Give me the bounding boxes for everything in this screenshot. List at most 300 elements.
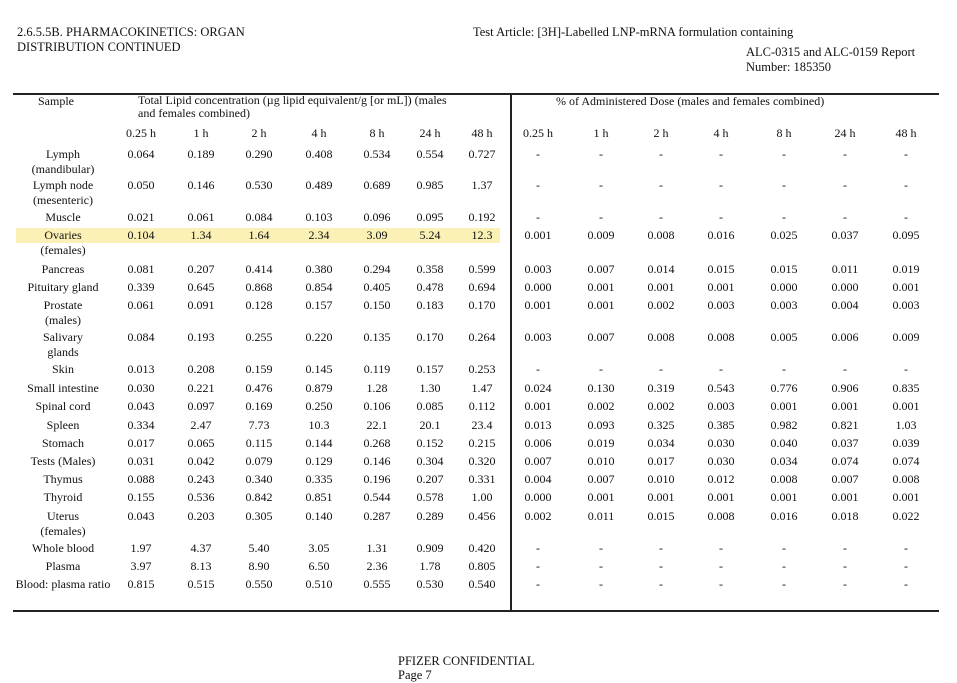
dose-value: 0.019 — [892, 262, 920, 276]
dose-value: 0.001 — [892, 490, 920, 504]
conc-value: 0.250 — [305, 399, 333, 413]
conc-value: 3.97 — [130, 559, 152, 573]
conc-timepoint-header: 24 h — [419, 126, 441, 140]
dose-value: - — [904, 210, 908, 224]
dose-value: 0.015 — [647, 509, 675, 523]
dose-value: 0.835 — [892, 381, 920, 395]
dose-value: 0.010 — [647, 472, 675, 486]
conc-value: 0.534 — [363, 147, 391, 161]
conc-timepoint-header: 1 h — [193, 126, 209, 140]
dose-value: - — [782, 577, 786, 591]
conc-value: 10.3 — [308, 418, 330, 432]
dose-value: 0.006 — [524, 436, 552, 450]
dose-value: - — [659, 210, 663, 224]
conc-value: 0.339 — [127, 280, 155, 294]
sample-name: Stomach — [42, 436, 84, 450]
conc-value: 0.091 — [187, 298, 215, 312]
dose-timepoint-header: 0.25 h — [523, 126, 553, 140]
conc-value: 0.253 — [468, 362, 496, 376]
dose-value: 1.03 — [895, 418, 917, 432]
sample-name: Thyroid — [43, 490, 83, 504]
dose-value: 0.002 — [587, 399, 615, 413]
conc-value: 0.159 — [245, 362, 273, 376]
conc-value: 0.879 — [305, 381, 333, 395]
conc-value: 1.28 — [366, 381, 388, 395]
conc-value: 3.05 — [308, 541, 330, 555]
dose-value: 0.039 — [892, 436, 920, 450]
dose-value: 0.982 — [770, 418, 798, 432]
conc-value: 0.694 — [468, 280, 496, 294]
conc-value: 0.489 — [305, 178, 333, 192]
conc-value: 5.24 — [419, 228, 441, 242]
conc-value: 0.106 — [363, 399, 391, 413]
conc-value: 0.128 — [245, 298, 273, 312]
dose-value: 0.030 — [707, 454, 735, 468]
conc-value: 1.97 — [130, 541, 152, 555]
dose-value: 0.001 — [831, 490, 859, 504]
dose-value: 0.005 — [770, 330, 798, 344]
conc-value: 0.097 — [187, 399, 215, 413]
conc-value: 0.043 — [127, 399, 155, 413]
dose-timepoint-header: 48 h — [895, 126, 917, 140]
dose-value: 0.001 — [587, 280, 615, 294]
column-group-divider — [510, 94, 512, 610]
dose-timepoint-header: 4 h — [713, 126, 729, 140]
dose-value: 0.008 — [707, 509, 735, 523]
dose-value: 0.325 — [647, 418, 675, 432]
dose-value: - — [659, 178, 663, 192]
dose-value: 0.007 — [587, 262, 615, 276]
dose-value: 0.001 — [892, 280, 920, 294]
conc-value: 0.064 — [127, 147, 155, 161]
dose-value: - — [599, 362, 603, 376]
dose-value: 0.007 — [587, 330, 615, 344]
dose-timepoint-header: 2 h — [653, 126, 669, 140]
dose-value: 0.001 — [524, 399, 552, 413]
dose-value: 0.000 — [831, 280, 859, 294]
dose-value: 0.003 — [524, 330, 552, 344]
dose-value: - — [659, 147, 663, 161]
dose-value: 0.003 — [892, 298, 920, 312]
sample-name: Prostate — [43, 298, 83, 312]
dose-value: 0.003 — [707, 399, 735, 413]
sample-name: Uterus — [47, 509, 79, 523]
dose-value: - — [719, 147, 723, 161]
dose-value: - — [599, 559, 603, 573]
conc-value: 0.043 — [127, 509, 155, 523]
dose-value: 0.024 — [524, 381, 552, 395]
conc-value: 0.021 — [127, 210, 155, 224]
conc-value: 0.084 — [245, 210, 273, 224]
dose-value: 0.003 — [770, 298, 798, 312]
conc-timepoint-header: 8 h — [369, 126, 385, 140]
dose-value: 0.001 — [587, 298, 615, 312]
dose-value: 0.013 — [524, 418, 552, 432]
conc-value: 0.155 — [127, 490, 155, 504]
conc-value: 0.320 — [468, 454, 496, 468]
conc-value: 0.150 — [363, 298, 391, 312]
dose-value: 0.093 — [587, 418, 615, 432]
sample-name: (mesenteric) — [33, 193, 93, 207]
conc-value: 0.478 — [416, 280, 444, 294]
table-bottom-rule — [13, 610, 939, 612]
conc-value: 0.145 — [305, 362, 333, 376]
conc-value: 0.414 — [245, 262, 273, 276]
dose-value: 0.018 — [831, 509, 859, 523]
sample-name: (mandibular) — [31, 162, 95, 176]
conc-value: 1.00 — [471, 490, 493, 504]
conc-value: 0.515 — [187, 577, 215, 591]
conc-value: 0.854 — [305, 280, 333, 294]
dose-value: 0.001 — [707, 280, 735, 294]
dose-value: 0.009 — [587, 228, 615, 242]
dose-value: 0.008 — [647, 228, 675, 242]
sample-name: Spinal cord — [35, 399, 91, 413]
dose-value: - — [536, 577, 540, 591]
dose-value: - — [843, 362, 847, 376]
dose-value: - — [843, 210, 847, 224]
conc-value: 0.079 — [245, 454, 273, 468]
sample-name: (females) — [40, 243, 86, 257]
dose-value: 0.004 — [524, 472, 552, 486]
conc-value: 0.689 — [363, 178, 391, 192]
conc-value: 2.34 — [308, 228, 330, 242]
dose-value: 0.008 — [770, 472, 798, 486]
conc-value: 2.36 — [366, 559, 388, 573]
conc-value: 0.129 — [305, 454, 333, 468]
conc-value: 0.599 — [468, 262, 496, 276]
dose-value: 0.016 — [770, 509, 798, 523]
dose-value: 0.000 — [524, 280, 552, 294]
conc-value: 0.152 — [416, 436, 444, 450]
conc-value: 7.73 — [248, 418, 270, 432]
section-heading-line1: 2.6.5.5B. PHARMACOKINETICS: ORGAN — [17, 25, 245, 39]
dose-value: - — [843, 178, 847, 192]
conc-value: 0.851 — [305, 490, 333, 504]
conc-value: 1.64 — [248, 228, 270, 242]
conc-timepoint-header: 48 h — [471, 126, 493, 140]
dose-value: 0.016 — [707, 228, 735, 242]
section-heading — [17, 25, 317, 55]
dose-value: 0.012 — [707, 472, 735, 486]
conc-value: 0.081 — [127, 262, 155, 276]
dose-value: 0.074 — [831, 454, 859, 468]
conc-timepoint-header: 2 h — [251, 126, 267, 140]
dose-value: 0.319 — [647, 381, 675, 395]
conc-value: 0.084 — [127, 330, 155, 344]
dose-value: - — [599, 178, 603, 192]
sample-name: Pituitary gland — [27, 280, 99, 294]
confidential-footer: PFIZER CONFIDENTIAL — [398, 654, 535, 668]
conc-timepoint-header: 0.25 h — [126, 126, 156, 140]
conc-value: 1.34 — [190, 228, 212, 242]
sample-name: Plasma — [45, 559, 81, 573]
conc-value: 0.144 — [305, 436, 333, 450]
dose-value: 0.022 — [892, 509, 920, 523]
conc-value: 5.40 — [248, 541, 270, 555]
conc-value: 3.09 — [366, 228, 388, 242]
dose-value: 0.019 — [587, 436, 615, 450]
conc-value: 23.4 — [471, 418, 493, 432]
dose-value: 0.037 — [831, 436, 859, 450]
conc-value: 0.050 — [127, 178, 155, 192]
conc-value: 8.90 — [248, 559, 270, 573]
dose-value: 0.002 — [647, 298, 675, 312]
conc-value: 0.294 — [363, 262, 391, 276]
conc-value: 1.37 — [471, 178, 493, 192]
conc-value: 0.264 — [468, 330, 496, 344]
conc-value: 0.331 — [468, 472, 496, 486]
dose-value: 0.010 — [587, 454, 615, 468]
conc-value: 0.030 — [127, 381, 155, 395]
conc-value: 0.061 — [127, 298, 155, 312]
conc-value: 0.243 — [187, 472, 215, 486]
dose-value: - — [782, 541, 786, 555]
conc-value: 0.189 — [187, 147, 215, 161]
dose-value: 0.001 — [892, 399, 920, 413]
conc-value: 0.842 — [245, 490, 273, 504]
conc-value: 0.530 — [416, 577, 444, 591]
conc-value: 0.335 — [305, 472, 333, 486]
conc-value: 0.017 — [127, 436, 155, 450]
conc-value: 0.358 — [416, 262, 444, 276]
conc-value: 0.645 — [187, 280, 215, 294]
dose-value: - — [782, 559, 786, 573]
dose-value: - — [782, 178, 786, 192]
dose-value: 0.008 — [647, 330, 675, 344]
dose-value: 0.003 — [707, 298, 735, 312]
report-number-line2: Number: 185350 — [746, 60, 832, 74]
section-heading-line2: DISTRIBUTION CONTINUED — [17, 40, 181, 54]
dose-timepoint-header: 8 h — [776, 126, 792, 140]
conc-value: 8.13 — [190, 559, 212, 573]
sample-name: Spleen — [46, 418, 80, 432]
dose-value: - — [536, 147, 540, 161]
dose-value: - — [536, 559, 540, 573]
conc-value: 0.169 — [245, 399, 273, 413]
concentration-group-header-line1: Total Lipid concentration (µg lipid equivalent/g [or mL]) (males — [138, 93, 447, 107]
page-number: Page 7 — [398, 668, 432, 682]
dose-value: 0.776 — [770, 381, 798, 395]
dose-value: - — [536, 210, 540, 224]
concentration-group-header — [138, 94, 447, 120]
conc-value: 0.334 — [127, 418, 155, 432]
conc-value: 0.061 — [187, 210, 215, 224]
conc-value: 0.193 — [187, 330, 215, 344]
conc-value: 0.550 — [245, 577, 273, 591]
dose-value: - — [536, 541, 540, 555]
conc-value: 0.268 — [363, 436, 391, 450]
conc-value: 0.146 — [363, 454, 391, 468]
dose-value: 0.001 — [707, 490, 735, 504]
conc-value: 0.420 — [468, 541, 496, 555]
dose-value: 0.000 — [524, 490, 552, 504]
conc-value: 0.304 — [416, 454, 444, 468]
dose-value: 0.034 — [647, 436, 675, 450]
dose-value: 0.001 — [647, 280, 675, 294]
dose-value: 0.001 — [831, 399, 859, 413]
sample-name: Salivary — [43, 330, 83, 344]
conc-value: 4.37 — [190, 541, 212, 555]
conc-value: 1.31 — [366, 541, 388, 555]
conc-value: 20.1 — [419, 418, 441, 432]
conc-value: 0.255 — [245, 330, 273, 344]
conc-value: 0.985 — [416, 178, 444, 192]
conc-value: 0.013 — [127, 362, 155, 376]
dose-value: 0.001 — [524, 228, 552, 242]
conc-value: 0.456 — [468, 509, 496, 523]
conc-value: 0.170 — [468, 298, 496, 312]
sample-name: Whole blood — [31, 541, 95, 555]
dose-value: - — [782, 362, 786, 376]
conc-value: 0.104 — [127, 228, 155, 242]
sample-name: Pancreas — [41, 262, 85, 276]
dose-value: 0.001 — [587, 490, 615, 504]
dose-value: 0.130 — [587, 381, 615, 395]
conc-value: 0.536 — [187, 490, 215, 504]
conc-value: 0.554 — [416, 147, 444, 161]
dose-value: 0.095 — [892, 228, 920, 242]
dose-value: 0.001 — [647, 490, 675, 504]
conc-value: 1.78 — [419, 559, 441, 573]
dose-value: 0.017 — [647, 454, 675, 468]
conc-value: 0.146 — [187, 178, 215, 192]
conc-value: 0.207 — [187, 262, 215, 276]
conc-value: 0.088 — [127, 472, 155, 486]
conc-value: 0.290 — [245, 147, 273, 161]
conc-value: 0.065 — [187, 436, 215, 450]
dose-value: 0.015 — [770, 262, 798, 276]
dose-value: 0.011 — [831, 262, 859, 276]
dose-value: 0.821 — [831, 418, 859, 432]
dose-value: 0.007 — [587, 472, 615, 486]
conc-value: 0.085 — [416, 399, 444, 413]
conc-value: 0.140 — [305, 509, 333, 523]
dose-value: 0.030 — [707, 436, 735, 450]
dose-value: - — [782, 210, 786, 224]
dose-value: - — [599, 577, 603, 591]
conc-value: 0.215 — [468, 436, 496, 450]
dose-value: - — [599, 210, 603, 224]
sample-name: Small intestine — [27, 381, 99, 395]
dose-value: 0.004 — [831, 298, 859, 312]
dose-timepoint-header: 1 h — [593, 126, 609, 140]
dose-value: 0.009 — [892, 330, 920, 344]
sample-name: Tests (Males) — [30, 454, 96, 468]
dose-value: - — [904, 147, 908, 161]
dose-value: 0.906 — [831, 381, 859, 395]
dose-value: 0.011 — [587, 509, 615, 523]
conc-value: 2.47 — [190, 418, 212, 432]
dose-value: - — [599, 147, 603, 161]
conc-value: 0.103 — [305, 210, 333, 224]
sample-name: glands — [47, 345, 79, 359]
conc-value: 0.095 — [416, 210, 444, 224]
conc-value: 0.203 — [187, 509, 215, 523]
conc-value: 1.30 — [419, 381, 441, 395]
dose-value: 0.007 — [831, 472, 859, 486]
report-number — [746, 45, 946, 75]
conc-value: 0.868 — [245, 280, 273, 294]
dose-value: - — [843, 577, 847, 591]
dose-value: 0.037 — [831, 228, 859, 242]
dose-value: - — [904, 178, 908, 192]
dose-value: 0.001 — [770, 399, 798, 413]
conc-value: 22.1 — [366, 418, 388, 432]
dose-value: 0.040 — [770, 436, 798, 450]
dose-value: 0.006 — [831, 330, 859, 344]
conc-value: 0.578 — [416, 490, 444, 504]
dose-value: 0.001 — [524, 298, 552, 312]
dose-value: 0.543 — [707, 381, 735, 395]
conc-value: 0.096 — [363, 210, 391, 224]
dose-value: 0.015 — [707, 262, 735, 276]
dose-value: - — [659, 362, 663, 376]
dose-value: 0.002 — [647, 399, 675, 413]
sample-name: Lymph node — [32, 178, 94, 192]
conc-value: 0.540 — [468, 577, 496, 591]
conc-value: 0.305 — [245, 509, 273, 523]
conc-value: 0.805 — [468, 559, 496, 573]
conc-value: 0.221 — [187, 381, 215, 395]
conc-value: 0.530 — [245, 178, 273, 192]
conc-value: 0.544 — [363, 490, 391, 504]
dose-value: - — [599, 541, 603, 555]
conc-value: 0.207 — [416, 472, 444, 486]
report-number-line1: ALC-0315 and ALC-0159 Report — [746, 45, 916, 59]
dose-value: - — [843, 541, 847, 555]
dose-value: - — [719, 559, 723, 573]
dose-value: 0.034 — [770, 454, 798, 468]
conc-value: 0.380 — [305, 262, 333, 276]
conc-value: 0.555 — [363, 577, 391, 591]
conc-value: 0.287 — [363, 509, 391, 523]
conc-value: 0.476 — [245, 381, 273, 395]
conc-value: 6.50 — [308, 559, 330, 573]
conc-value: 0.031 — [127, 454, 155, 468]
conc-value: 1.47 — [471, 381, 493, 395]
dose-value: - — [843, 147, 847, 161]
dose-value: - — [659, 541, 663, 555]
dose-value: 0.014 — [647, 262, 675, 276]
conc-value: 0.510 — [305, 577, 333, 591]
dose-value: 0.007 — [524, 454, 552, 468]
dose-value: 0.385 — [707, 418, 735, 432]
dose-value: - — [719, 541, 723, 555]
dose-value: - — [719, 362, 723, 376]
concentration-group-header-line2: and females combined) — [138, 106, 250, 120]
dose-value: 0.002 — [524, 509, 552, 523]
sample-name: Skin — [51, 362, 74, 376]
conc-value: 0.112 — [468, 399, 496, 413]
dose-value: 0.003 — [524, 262, 552, 276]
sample-name: Ovaries — [44, 228, 82, 242]
dose-value: 0.025 — [770, 228, 798, 242]
conc-value: 0.408 — [305, 147, 333, 161]
dose-value: 0.001 — [770, 490, 798, 504]
dose-value: - — [843, 559, 847, 573]
sample-name: (females) — [40, 524, 86, 538]
dose-value: - — [719, 577, 723, 591]
dose-value: 0.008 — [707, 330, 735, 344]
dose-value: - — [536, 178, 540, 192]
conc-value: 0.727 — [468, 147, 496, 161]
dose-group-header: % of Administered Dose (males and females combined) — [556, 94, 825, 108]
conc-value: 0.157 — [416, 362, 444, 376]
dose-value: - — [904, 577, 908, 591]
dose-value: 0.000 — [770, 280, 798, 294]
dose-timepoint-header: 24 h — [834, 126, 856, 140]
